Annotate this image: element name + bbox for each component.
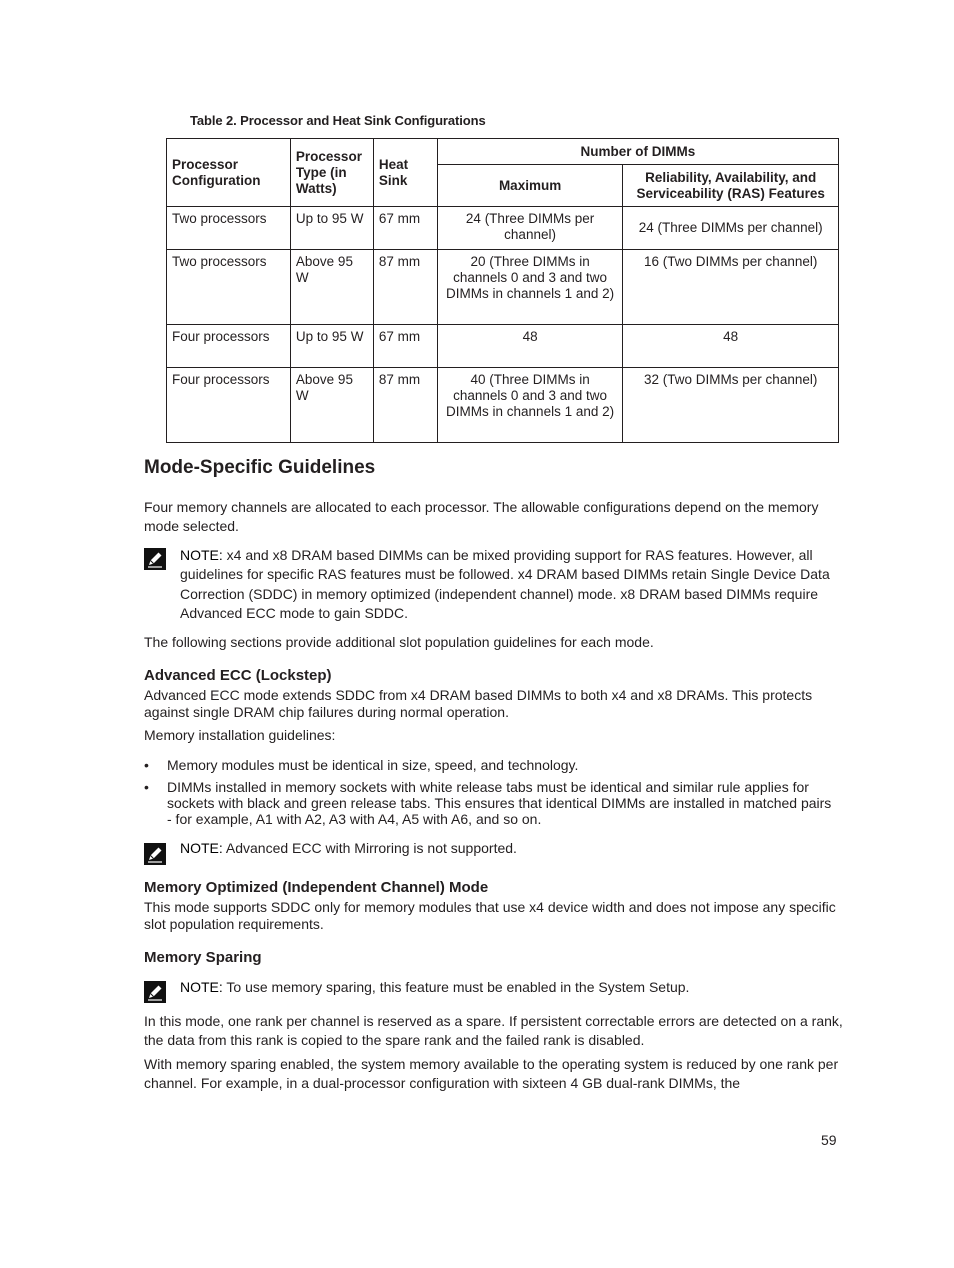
list-item (144, 757, 834, 773)
bullet-glyph: • (144, 779, 149, 795)
note-label: NOTE: (180, 840, 223, 856)
cell-sink: 87 mm (373, 250, 437, 325)
cell-type: Up to 95 W (290, 207, 373, 250)
header-ras-features: Reliability, Availability, and Serviceability (RAS) Features (623, 165, 839, 207)
header-number-of-dimms: Number of DIMMs (437, 139, 838, 165)
list-item-text: Memory modules must be identical in size, speed, and technology. (167, 757, 579, 773)
note-text: x4 and x8 DRAM based DIMMs can be mixed providing support for RAS features. However, all guidelines for specific RAS features must be followed. x4 DRAM based DIMMs retain Single Device Data Correction (SDDC) in memory optimized (independent channel) mode. x8 DRAM based DIMMs require Advanced ECC mode to gain SDDC. (180, 547, 830, 621)
table-row (167, 325, 839, 368)
intro-paragraph: Four memory channels are allocated to each processor. The allowable configurations depend on the memory mode selected. (144, 499, 819, 534)
note-sparing-setup (180, 978, 840, 997)
cell-ras: 32 (Two DIMMs per channel) (623, 368, 839, 443)
cell-max: 48 (437, 325, 623, 368)
header-maximum: Maximum (437, 165, 623, 207)
cell-config: Two processors (167, 207, 291, 250)
cell-config: Four processors (167, 325, 291, 368)
note-label: NOTE: (180, 547, 223, 563)
cell-sink: 67 mm (373, 325, 437, 368)
header-processor-configuration: Processor Configuration (167, 139, 291, 207)
cell-config: Four processors (167, 368, 291, 443)
table-header-row (167, 139, 839, 165)
note-text: To use memory sparing, this feature must be enabled in the System Setup. (222, 979, 690, 995)
cell-ras: 48 (623, 325, 839, 368)
guidelines-list (144, 757, 834, 833)
note-pencil-icon (144, 843, 166, 865)
header-processor-type: Processor Type (in Watts) (290, 139, 373, 207)
note-label: NOTE: (180, 979, 223, 995)
cell-sink: 87 mm (373, 368, 437, 443)
table-row (167, 368, 839, 443)
cell-ras: 16 (Two DIMMs per channel) (623, 250, 839, 325)
note-mirroring (180, 839, 840, 858)
note-dram-mixing (180, 546, 840, 623)
cell-max: 24 (Three DIMMs per channel) (437, 207, 623, 250)
note-pencil-icon (144, 548, 166, 570)
header-heat-sink: Heat Sink (373, 139, 437, 207)
advanced-ecc-heading: Advanced ECC (Lockstep) (144, 667, 332, 684)
cell-sink: 67 mm (373, 207, 437, 250)
cell-max: 40 (Three DIMMs in channels 0 and 3 and two DIMMs in channels 1 and 2) (437, 368, 623, 443)
memory-sparing-heading: Memory Sparing (144, 949, 262, 966)
table-row (167, 250, 839, 325)
memory-optimized-body: This mode supports SDDC only for memory modules that use x4 device width and does not impose any specific slot population requirements. (144, 899, 836, 932)
cell-ras: 24 (Three DIMMs per channel) (623, 207, 839, 250)
section-title: Mode-Specific Guidelines (144, 457, 376, 478)
table-caption: Table 2. Processor and Heat Sink Configurations (190, 113, 486, 128)
sparing-paragraph-2: With memory sparing enabled, the system memory available to the operating system is reduced by one rank per channel. For example, in a dual-processor configuration with sixteen 4 GB dual-rank DIMMs, the (144, 1056, 839, 1091)
cell-type: Above 95 W (290, 250, 373, 325)
table-row (167, 207, 839, 250)
cell-type: Above 95 W (290, 368, 373, 443)
list-item (144, 779, 834, 827)
note-text: Advanced ECC with Mirroring is not supported. (222, 840, 517, 856)
note-pencil-icon (144, 981, 166, 1003)
cell-type: Up to 95 W (290, 325, 373, 368)
installation-guidelines-label: Memory installation guidelines: (144, 727, 336, 743)
advanced-ecc-body: Advanced ECC mode extends SDDC from x4 DRAM based DIMMs to both x4 and x8 DRAMs. This protects against single DRAM chip failures during normal operation. (144, 687, 813, 720)
processor-heatsink-table (166, 138, 839, 443)
list-item-text: DIMMs installed in memory sockets with white release tabs must be identical and similar rule applies for sockets with black and green release tabs. This ensures that identical DIMMs are installed in matched pairs - for example, A1 with A2, A3 with A4, A5 with A6, and so on. (167, 779, 832, 827)
following-paragraph: The following sections provide additional slot population guidelines for each mode. (144, 634, 654, 650)
page-number: 59 (821, 1132, 837, 1148)
bullet-glyph: • (144, 757, 149, 773)
cell-config: Two processors (167, 250, 291, 325)
memory-optimized-heading: Memory Optimized (Independent Channel) Mode (144, 879, 489, 896)
sparing-paragraph-1: In this mode, one rank per channel is reserved as a spare. If persistent correctable errors are detected on a rank, the data from this rank is copied to the spare rank and the failed rank is disabled. (144, 1013, 843, 1048)
cell-max: 20 (Three DIMMs in channels 0 and 3 and two DIMMs in channels 1 and 2) (437, 250, 623, 325)
